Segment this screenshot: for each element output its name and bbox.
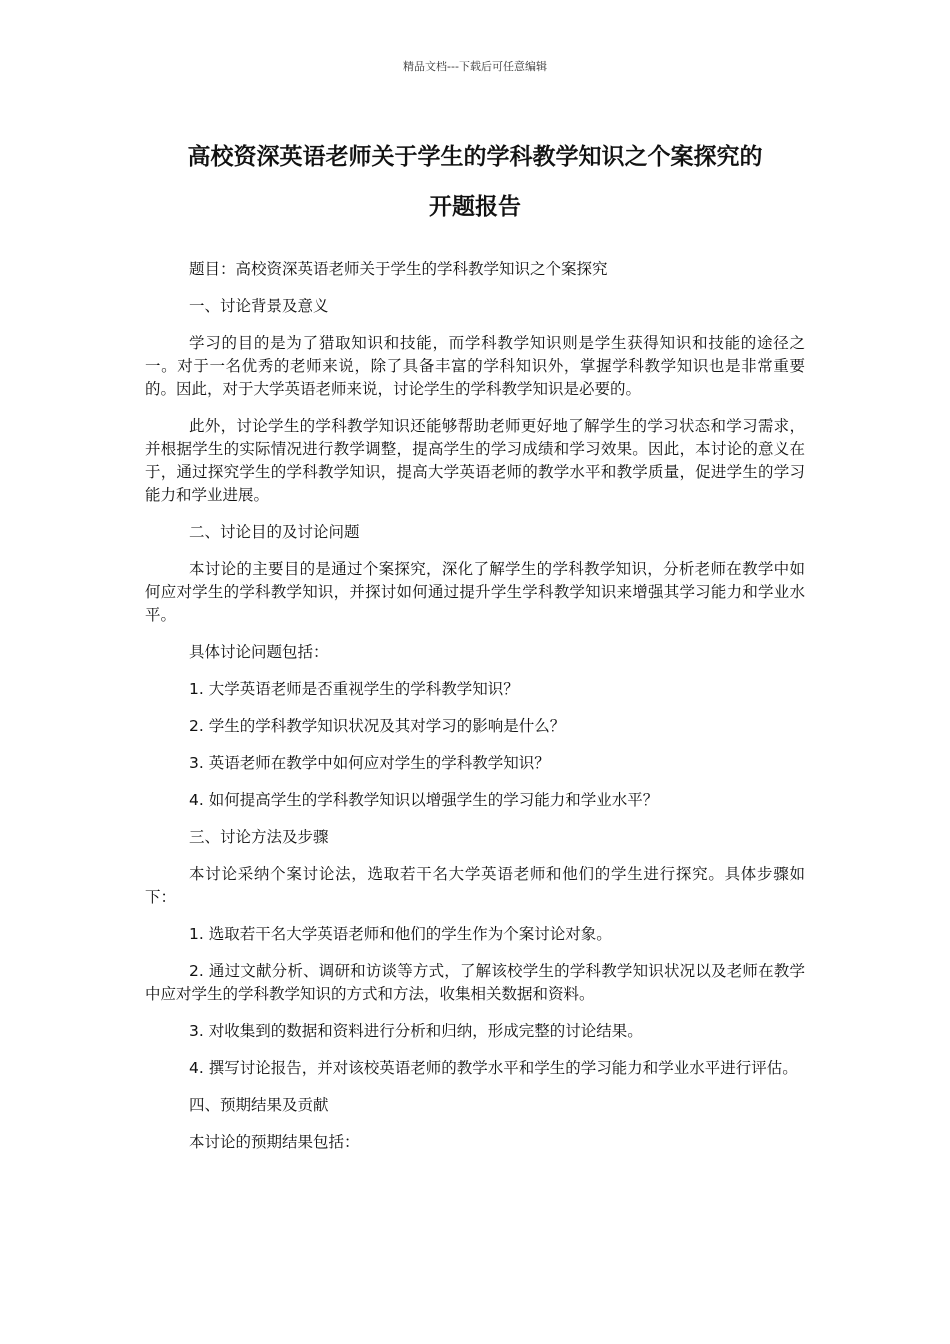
list-item: 4. 撰写讨论报告，并对该校英语老师的教学水平和学生的学习能力和学业水平进行评估。 (189, 1059, 798, 1077)
paragraph: 学习的目的是为了猎取知识和技能，而学科教学知识则是学生获得知识和技能的途径之一。对于一名优秀的老师来说，除了具备丰富的学科知识外，掌握学科教学知识也是非常重要的。因此，对于大学英语老师来说，讨论学生的学科教学知识是必要的。 (145, 334, 805, 398)
document-title-line-2: 开题报告 (429, 194, 521, 220)
list-item: 2. 学生的学科教学知识状况及其对学习的影响是什么？ (189, 717, 566, 735)
paragraph: 本讨论的主要目的是通过个案探究，深化了解学生的学科教学知识，分析老师在教学中如何应对学生的学科教学知识，并探讨如何通过提升学生学科教学知识来增强其学习能力和学业水平。 (145, 560, 805, 624)
paragraph: 此外，讨论学生的学科教学知识还能够帮助老师更好地了解学生的学习状态和学习需求，并根据学生的实际情况进行教学调整，提高学生的学习成绩和学习效果。因此，本讨论的意义在于，通过探究学生的学科教学知识，提高大学英语老师的教学水平和教学质量，促进学生的学习能力和学业进展。 (145, 417, 805, 504)
list-item: 4. 如何提高学生的学科教学知识以增强学生的学习能力和学业水平？ (189, 791, 659, 809)
list-item: 1. 大学英语老师是否重视学生的学科教学知识？ (189, 680, 519, 698)
document-title-line-1: 高校资深英语老师关于学生的学科教学知识之个案探究的 (187, 144, 763, 170)
paragraph-topic: 题目：高校资深英语老师关于学生的学科教学知识之个案探究 (189, 260, 608, 278)
list-item: 3. 对收集到的数据和资料进行分析和归纳，形成完整的讨论结果。 (189, 1022, 643, 1040)
document-body (145, 258, 805, 1168)
paragraph: 本讨论的预期结果包括： (189, 1133, 360, 1151)
paragraph: 本讨论采纳个案讨论法，选取若干名大学英语老师和他们的学生进行探究。具体步骤如下： (145, 865, 805, 906)
list-item: 2. 通过文献分析、调研和访谈等方式，了解该校学生的学科教学知识状况以及老师在教学中应对学生的学科教学知识的方式和方法，收集相关数据和资料。 (145, 962, 805, 1003)
section-heading-expected-results: 四、预期结果及贡献 (189, 1096, 329, 1114)
section-heading-objectives: 二、讨论目的及讨论问题 (189, 523, 360, 541)
section-heading-methods: 三、讨论方法及步骤 (189, 828, 329, 846)
list-item: 1. 选取若干名大学英语老师和他们的学生作为个案讨论对象。 (189, 925, 612, 943)
paragraph: 具体讨论问题包括： (189, 643, 329, 661)
list-item: 3. 英语老师在教学中如何应对学生的学科教学知识？ (189, 754, 550, 772)
section-heading-background: 一、讨论背景及意义 (189, 297, 329, 315)
header-note: 精品文档---下载后可任意编辑 (403, 60, 547, 73)
